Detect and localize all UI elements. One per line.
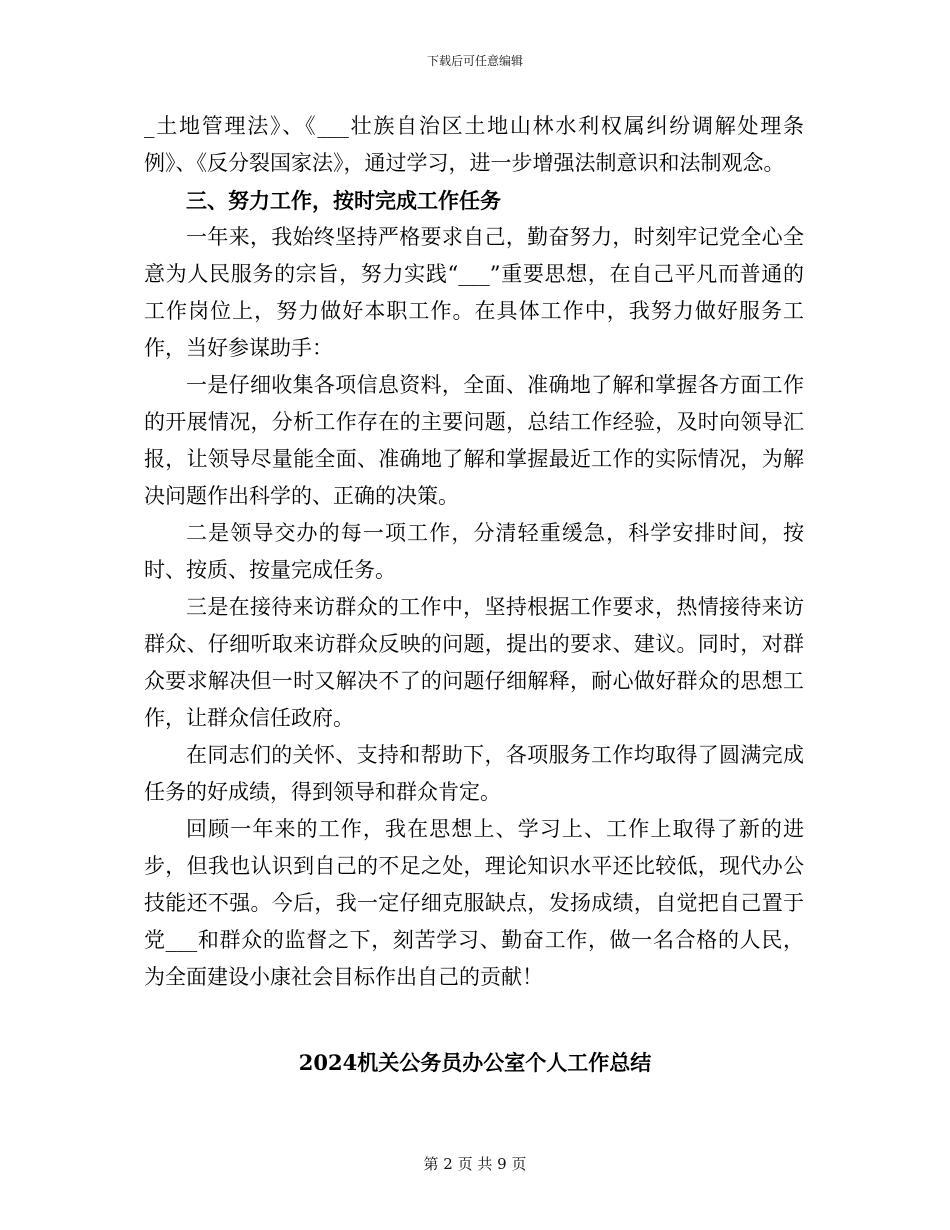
- page-header-note: 下载后可任意编辑: [426, 54, 523, 68]
- paragraph-review: 回顾一年来的工作，我在思想上、学习上、工作上取得了新的进步，但我也认识到自己的不足之处，理论知识水平还比较低，现代办公技能还不强。今后，我一定仔细克服缺点，发扬成绩，自觉把自己置于党___和群众的监督之下，刻苦学习、勤奋工作，做一名合格的人民，为全面建设小康社会目标作出自己的贡献！: [144, 817, 804, 989]
- document-body: [144, 108, 804, 996]
- paragraph-point-three: 三是在接待来访群众的工作中，坚持根据工作要求，热情接待来访群众、仔细听取来访群众反映的问题，提出的要求、建议。同时，对群众要求解决但一时又解决不了的问题仔细解释，耐心做好群众的思想工作，让群众信任政府。: [144, 595, 804, 730]
- next-document-title: 2024机关公务员办公室个人工作总结: [298, 1050, 652, 1075]
- paragraph-achievements: 在同志们的关怀、支持和帮助下，各项服务工作均取得了圆满完成任务的好成绩，得到领导和群众肯定。: [144, 743, 804, 804]
- section-heading-work: 三、努力工作，按时完成工作任务: [186, 188, 501, 213]
- paragraph-point-one: 一是仔细收集各项信息资料，全面、准确地了解和掌握各方面工作的开展情况，分析工作存在的主要问题，总结工作经验，及时向领导汇报，让领导尽量能全面、准确地了解和掌握最近工作的实际情况，为解决问题作出科学的、正确的决策。: [144, 373, 804, 508]
- paragraph-point-two: 二是领导交办的每一项工作，分清轻重缓急，科学安排时间，按时、按质、按量完成任务。: [144, 521, 804, 582]
- page-number-footer: 第 2 页 共 9 页: [423, 1155, 527, 1173]
- paragraph-year-summary: 一年来，我始终坚持严格要求自己，勤奋努力，时刻牢记党全心全意为人民服务的宗旨，努力实践“___”重要思想，在自己平凡而普通的工作岗位上，努力做好本职工作。在具体工作中，我努力做好服务工作，当好参谋助手：: [144, 225, 804, 360]
- paragraph-law-study-continued: _土地管理法》、《___壮族自治区土地山林水利权属纠纷调解处理条例》、《反分裂国家法》，通过学习，进一步增强法制意识和法制观念。: [144, 114, 804, 175]
